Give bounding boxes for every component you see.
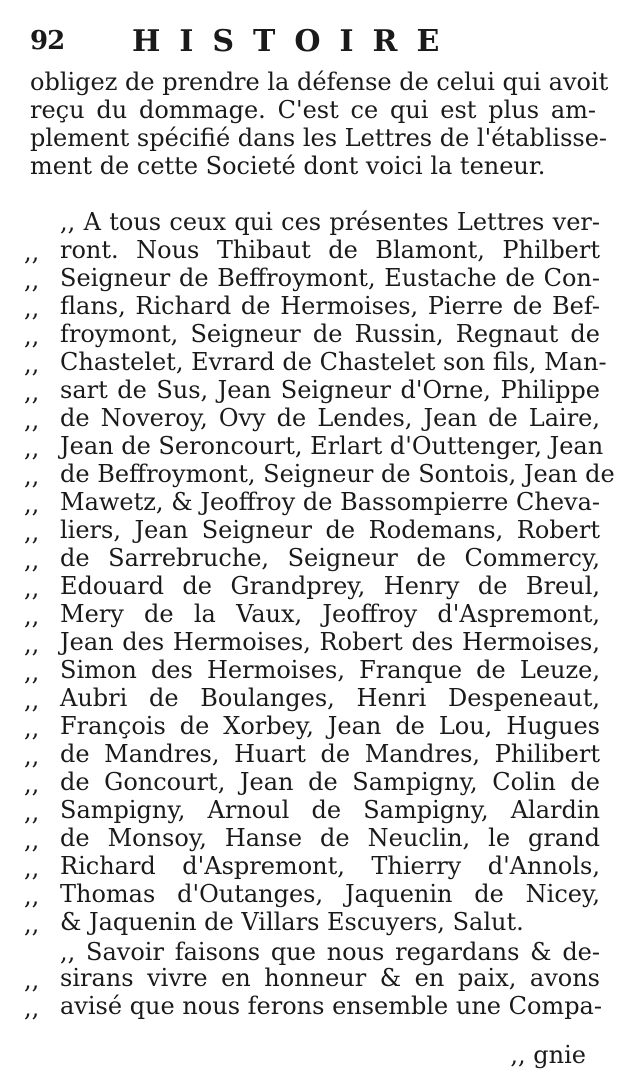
letter-line: ,, Savoir faisons que nous regardans & de- [60,938,600,966]
quote-mark: ,, [24,854,40,882]
letter-line: Sampigny, Arnoul de Sampigny, Alardin [60,796,600,824]
letter-line: Jean des Hermoises, Robert des Hermoises, [60,628,600,656]
quote-mark: ,, [24,266,40,294]
quote-mark: ,, [24,658,40,686]
quote-mark: ,, [24,630,40,658]
quote-mark: ,, [24,546,40,574]
page-number: 92 [30,26,65,56]
running-head: HISTOIRE [132,24,459,59]
letter-line: ,, A tous ceux qui ces présentes Lettres ver- [60,208,600,236]
letter-line: de Monsoy, Hanse de Neuclin, le grand [60,824,600,852]
letter-line: François de Xorbey, Jean de Lou, Hugues [60,712,600,740]
letter-line: de Beffroymont, Seigneur de Sontois, Jean de [60,460,615,488]
quote-mark: ,, [24,966,40,994]
catchword: ,, gnie [510,1041,586,1069]
quote-mark: ,, [24,322,40,350]
quote-mark: ,, [24,994,40,1022]
quote-mark: ,, [24,434,40,462]
letter-line: de Noveroy, Ovy de Lendes, Jean de Laire, [60,404,600,432]
letter-line: & Jaquenin de Villars Escuyers, Salut. [60,908,524,936]
letter-line: Mery de la Vaux, Jeoffroy d'Aspremont, [60,600,600,628]
intro-line: obligez de prendre la défense de celui qui avoit [30,68,609,96]
letter-line: sart de Sus, Jean Seigneur d'Orne, Philippe [60,376,600,404]
letter-line: de Mandres, Huart de Mandres, Philibert [60,740,600,768]
quote-mark: ,, [24,882,40,910]
quote-mark: ,, [24,350,40,378]
letter-line: de Goncourt, Jean de Sampigny, Colin de [60,768,600,796]
quote-mark: ,, [24,238,40,266]
quote-mark: ,, [24,910,40,938]
letter-line: froymont, Seigneur de Russin, Regnaut de [60,320,600,348]
quote-mark: ,, [24,798,40,826]
intro-line: ment de cette Societé dont voici la teneur. [30,152,546,180]
letter-line: de Sarrebruche, Seigneur de Commercy, [60,544,600,572]
quote-mark: ,, [24,714,40,742]
quote-mark: ,, [24,406,40,434]
quote-mark: ,, [24,294,40,322]
letter-line: Mawetz, & Jeoffroy de Bassompierre Cheva- [60,488,600,516]
letter-line: liers, Jean Seigneur de Rodemans, Robert [60,516,600,544]
quote-mark: ,, [24,826,40,854]
quote-mark: ,, [24,378,40,406]
letter-line: Richard d'Aspremont, Thierry d'Annols, [60,852,600,880]
intro-line: reçu du dommage. C'est ce qui est plus am- [30,96,596,124]
quote-mark: ,, [24,574,40,602]
letter-line: Edouard de Grandprey, Henry de Breul, [60,572,600,600]
letter-line: Jean de Seroncourt, Erlart d'Outtenger, Jean [60,432,604,460]
quote-mark: ,, [24,770,40,798]
letter-line: sirans vivre en honneur & en paix, avons [60,964,600,992]
quote-mark: ,, [24,518,40,546]
quote-mark: ,, [24,602,40,630]
letter-line: ront. Nous Thibaut de Blamont, Philbert [60,236,600,264]
letter-line: flans, Richard de Hermoises, Pierre de Bef- [60,292,600,320]
letter-line: Aubri de Boulanges, Henri Despeneaut, [60,684,600,712]
page-header [30,22,590,62]
letter-line: Seigneur de Beffroymont, Eustache de Con- [60,264,600,292]
quote-mark: ,, [24,686,40,714]
letter-line: Chastelet, Evrard de Chastelet son fils, Man- [60,348,607,376]
letter-line: Simon des Hermoises, Franque de Leuze, [60,656,600,684]
letter-line: avisé que nous ferons ensemble une Compa- [60,992,602,1020]
intro-line: plement spécifié dans les Lettres de l'établisse- [30,124,608,152]
quote-mark: ,, [24,462,40,490]
quote-mark: ,, [24,742,40,770]
quote-mark: ,, [24,490,40,518]
letter-line: Thomas d'Outanges, Jaquenin de Nicey, [60,880,600,908]
